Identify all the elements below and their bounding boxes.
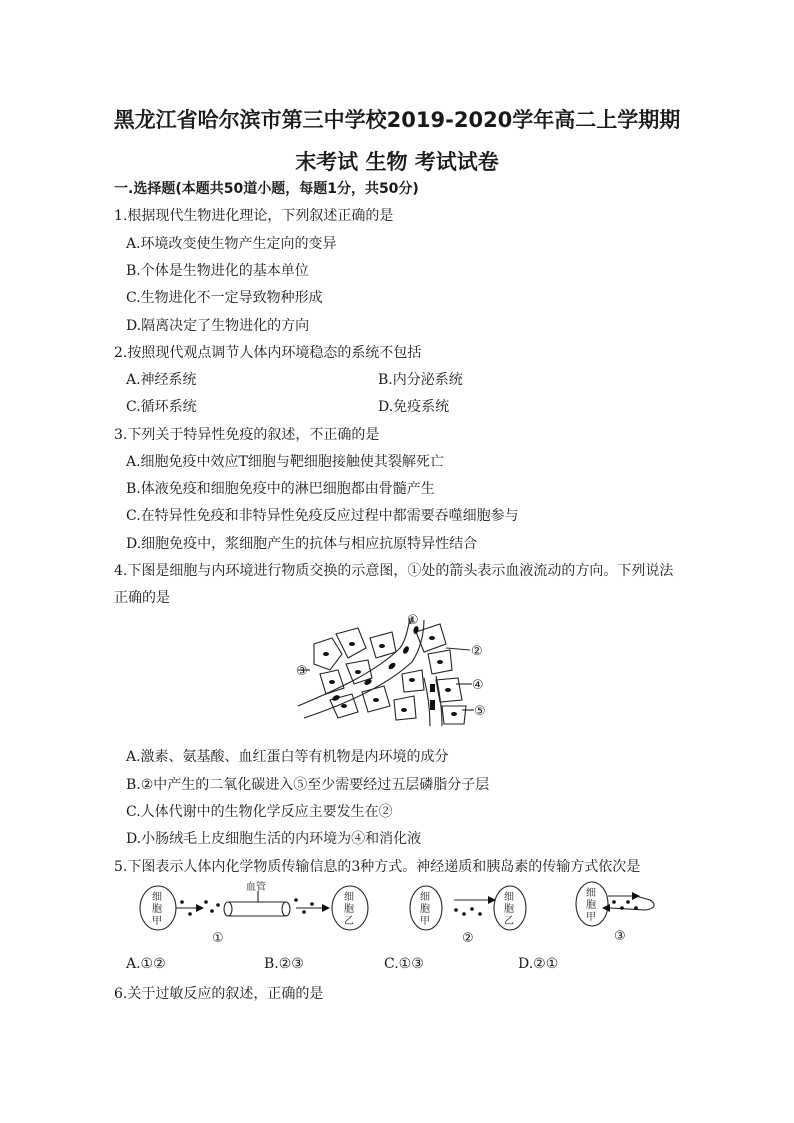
question-4-option-b: B.②中产生的二氧化碳进入⑤至少需要经过五层磷脂分子层 <box>126 777 490 793</box>
svg-text:胞: 胞 <box>504 904 514 915</box>
question-5-stem: 5.下图表示人体内化学物质传输信息的3种方式。神经递质和胰岛素的传输方式依次是 <box>114 859 641 875</box>
question-1-stem: 1.根据现代生物进化理论，下列叙述正确的是 <box>114 208 394 224</box>
question-4-option-c: C.人体代谢中的生物化学反应主要发生在② <box>126 804 393 820</box>
svg-text:胞: 胞 <box>420 904 430 915</box>
question-5-option-a: A.①② <box>126 956 166 972</box>
question-2-stem: 2.按照现代观点调节人体内环境稳态的系统不包括 <box>114 345 422 361</box>
svg-text:甲: 甲 <box>586 912 596 923</box>
page-title-line1: 黑龙江省哈尔滨市第三中学校2019-2020学年高二上学期期 <box>113 108 681 132</box>
question-4-stem-cont: 正确的是 <box>114 590 170 606</box>
question-4-option-d: D.小肠绒毛上皮细胞生活的内环境为④和消化液 <box>126 831 422 847</box>
question-1-option-a: A.环境改变使生物产生定向的变异 <box>126 236 337 252</box>
svg-text:胞: 胞 <box>152 904 162 915</box>
transmission-mode-3: ③ <box>614 929 626 944</box>
question-5-option-c: C.①③ <box>384 956 424 972</box>
question-5-option-d: D.②① <box>518 956 559 972</box>
section-heading: 一.选择题(本题共50道小题，每题1分，共50分) <box>114 181 419 197</box>
svg-text:乙: 乙 <box>504 916 514 927</box>
svg-text:细: 细 <box>420 892 430 903</box>
question-3-option-a: A.细胞免疫中效应T细胞与靶细胞接触使其裂解死亡 <box>126 454 444 470</box>
question-3-option-c: C.在特异性免疫和非特异性免疫反应过程中都需要吞噬细胞参与 <box>126 508 519 524</box>
svg-text:胞: 胞 <box>586 900 596 911</box>
question-3-stem: 3.下列关于特异性免疫的叙述，不正确的是 <box>114 427 380 443</box>
question-6-stem: 6.关于过敏反应的叙述，正确的是 <box>114 986 324 1002</box>
question-5-option-b: B.②③ <box>264 956 304 972</box>
question-2-option-b: B.内分泌系统 <box>378 372 463 388</box>
question-2-option-d: D.免疫系统 <box>378 399 450 415</box>
diagram-label-5: ⑤ <box>474 704 486 719</box>
transmission-mode-2: ② <box>462 931 474 946</box>
svg-text:细: 细 <box>586 888 596 899</box>
svg-text:甲: 甲 <box>152 916 162 927</box>
question-3-option-b: B.体液免疫和细胞免疫中的淋巴细胞都由骨髓产生 <box>126 481 435 497</box>
diagram-label-3: ③ <box>296 664 308 679</box>
svg-text:细: 细 <box>504 892 514 903</box>
svg-text:细: 细 <box>344 892 354 903</box>
diagram-label-4: ④ <box>472 678 484 693</box>
question-3-option-d: D.细胞免疫中，浆细胞产生的抗体与相应抗原特异性结合 <box>126 536 478 552</box>
page-title-line2: 末考试 生物 考试试卷 <box>295 150 499 174</box>
question-1-option-d: D.隔离决定了生物进化的方向 <box>126 318 310 334</box>
svg-text:甲: 甲 <box>420 916 430 927</box>
diagram-label-2: ② <box>471 644 483 659</box>
svg-text:胞: 胞 <box>344 904 354 915</box>
question-1-option-c: C.生物进化不一定导致物种形成 <box>126 290 323 306</box>
diagram-label-1: ① <box>407 614 419 628</box>
cell-a-char1: 细 <box>152 892 162 903</box>
svg-text:乙: 乙 <box>344 916 354 927</box>
vessel-label: 血管 <box>246 882 266 893</box>
question-1-option-b: B.个体是生物进化的基本单位 <box>126 263 309 279</box>
question-4-stem: 4.下图是细胞与内环境进行物质交换的示意图，①处的箭头表示血液流动的方向。下列说法 <box>114 563 674 579</box>
signal-transmission-diagram <box>136 878 666 950</box>
question-2-option-a: A.神经系统 <box>126 372 197 388</box>
tissue-exchange-diagram <box>296 614 496 730</box>
question-4-option-a: A.激素、氨基酸、血红蛋白等有机物是内环境的成分 <box>126 749 449 765</box>
transmission-mode-1: ① <box>212 931 224 946</box>
question-2-option-c: C.循环系统 <box>126 399 197 415</box>
